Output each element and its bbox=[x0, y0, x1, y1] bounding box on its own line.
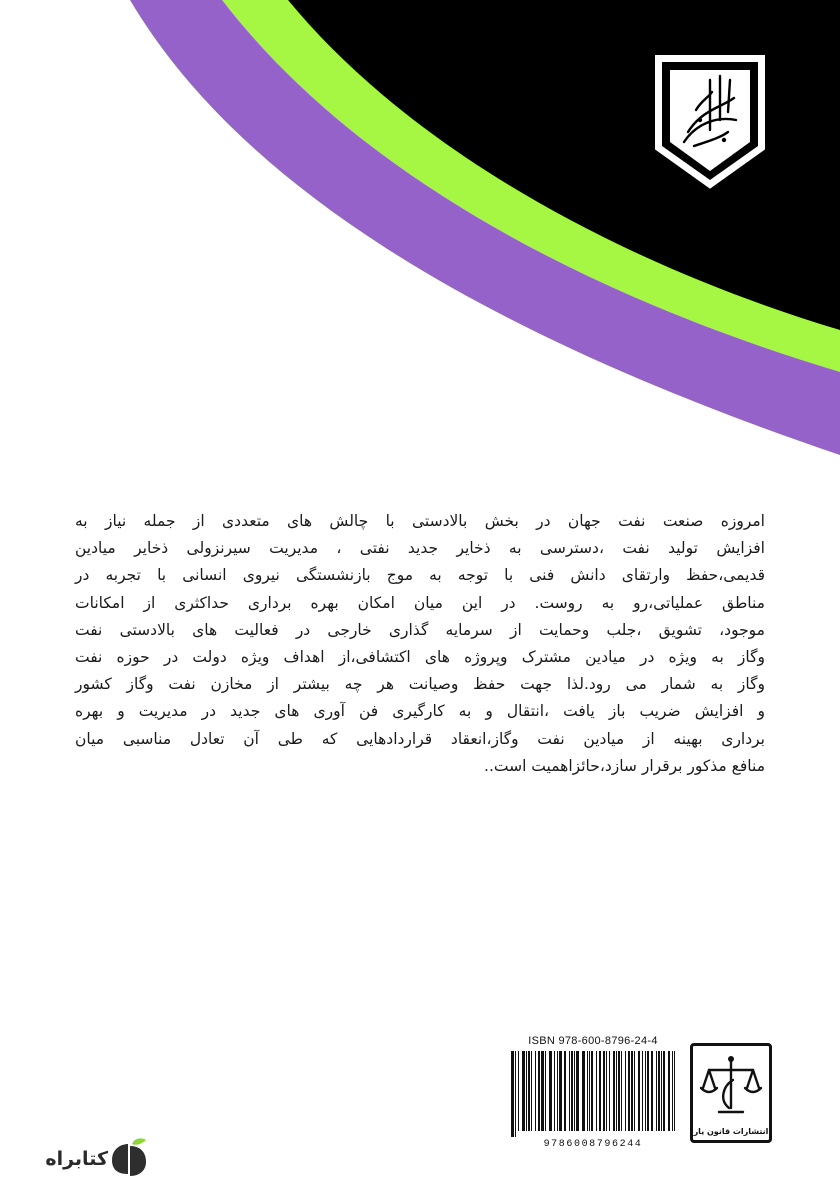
barcode-bar bbox=[511, 1051, 514, 1137]
barcode-bar bbox=[596, 1051, 597, 1131]
barcode-bar bbox=[591, 1051, 593, 1131]
isbn-barcode-block bbox=[505, 1035, 681, 1155]
blurb-line: امروزه صنعت نفت جهان در بخش بالادستی با چالش های متعددی از جمله نیاز به bbox=[75, 512, 765, 530]
barcode-bar bbox=[515, 1051, 516, 1137]
barcode-bar bbox=[621, 1051, 622, 1131]
barcode-bar bbox=[549, 1051, 552, 1131]
back-cover-blurb bbox=[75, 508, 765, 780]
blurb-line: وگاز به شمار می رود.لذا جهت حفظ وصیانت هر چه بیشتر از مخازن نفت وگاز کشور bbox=[75, 675, 765, 694]
barcode-bar bbox=[576, 1051, 579, 1131]
publisher-logo bbox=[690, 1043, 772, 1143]
barcode bbox=[509, 1051, 677, 1137]
calligraphy-shield-icon bbox=[650, 50, 770, 195]
barcode-bar bbox=[522, 1051, 525, 1131]
barcode-bar bbox=[609, 1051, 610, 1131]
barcode-bar bbox=[663, 1051, 665, 1131]
barcode-bar bbox=[574, 1051, 575, 1131]
barcode-bar bbox=[554, 1051, 555, 1131]
barcode-bar bbox=[606, 1051, 607, 1131]
store-logo bbox=[28, 1138, 148, 1180]
barcode-bar bbox=[582, 1051, 585, 1131]
barcode-bar bbox=[651, 1051, 653, 1131]
barcode-bar bbox=[535, 1051, 536, 1131]
barcode-bar bbox=[559, 1051, 562, 1131]
barcode-bar bbox=[526, 1051, 527, 1131]
barcode-bar bbox=[634, 1051, 635, 1131]
blurb-line: برداری بهینه از میادین نفت وگاز،انعقاد قراردادهایی که طی آن تعادل مناسبی میان bbox=[75, 729, 765, 748]
blurb-line: و افزایش ضریب باز یافت ،انتقال و به کارگیری فن آوری های جدید در مدیریت و بهره bbox=[75, 702, 765, 721]
barcode-bar bbox=[674, 1051, 675, 1131]
barcode-bar bbox=[616, 1051, 617, 1131]
barcode-bar bbox=[545, 1051, 546, 1131]
barcode-bar bbox=[569, 1051, 570, 1131]
barcode-bar bbox=[647, 1051, 649, 1131]
blurb-line: موجود، تشویق ،جلب وحمایت از سرمایه گذاری خارجی در فعالیت های بالادستی نفت bbox=[75, 620, 765, 639]
barcode-bar bbox=[564, 1051, 566, 1131]
barcode-bar bbox=[571, 1051, 573, 1131]
barcode-bar bbox=[631, 1051, 633, 1131]
barcode-bar bbox=[658, 1051, 660, 1131]
blurb-line: منافع مذکور برقرار سازد،حائزاهمیت است.. bbox=[484, 756, 765, 775]
barcode-bar bbox=[518, 1051, 519, 1131]
barcode-bar bbox=[661, 1051, 662, 1131]
barcode-bar bbox=[613, 1051, 615, 1131]
store-name: کتابراه bbox=[45, 1148, 108, 1170]
isbn-digits: 9786008796244 bbox=[543, 1139, 643, 1150]
blurb-line: وگاز به ویژه در میادین مشترک وپروژه های اکتشافی،از اهداف ویژه دولت در حوزه نفت bbox=[75, 648, 765, 667]
blurb-line: افزایش تولید نفت ،دسترسی به ذخایر جدید نفتی ، مدیریت سیرنزولی ذخایر میادین bbox=[75, 539, 765, 558]
barcode-bar bbox=[656, 1051, 657, 1131]
barcode-bar bbox=[618, 1051, 620, 1131]
barcode-bar bbox=[625, 1051, 626, 1131]
barcode-bar bbox=[628, 1051, 630, 1131]
isbn-label: ISBN 978-600-8796-24-4 bbox=[528, 1035, 658, 1047]
barcode-bar bbox=[528, 1051, 530, 1131]
barcode-bar bbox=[589, 1051, 590, 1131]
scales-of-justice-icon bbox=[699, 1052, 763, 1122]
blurb-line: مناطق عملیاتی،رو به روست. در این میان امکان بهره برداری حداکثری از امکانات bbox=[75, 593, 765, 612]
barcode-bar bbox=[672, 1051, 673, 1131]
barcode-bar bbox=[541, 1051, 544, 1131]
barcode-bar bbox=[603, 1051, 605, 1131]
barcode-bar bbox=[599, 1051, 601, 1131]
barcode-bar bbox=[531, 1051, 532, 1131]
blurb-line: قدیمی،حفظ وارتقای دانش فنی با توجه به موج بازنشستگی نیروی انسانی با تجربه در bbox=[75, 566, 765, 585]
barcode-bar bbox=[538, 1051, 540, 1131]
barcode-bar bbox=[668, 1051, 670, 1131]
barcode-bar bbox=[638, 1051, 640, 1131]
barcode-bar bbox=[557, 1051, 558, 1131]
barcode-bar bbox=[642, 1051, 643, 1131]
publisher-name: انتشارات قانون یار bbox=[693, 1127, 769, 1136]
barcode-bar bbox=[645, 1051, 646, 1131]
barcode-bar bbox=[587, 1051, 588, 1131]
ketabrah-leaf-icon bbox=[106, 1138, 150, 1180]
